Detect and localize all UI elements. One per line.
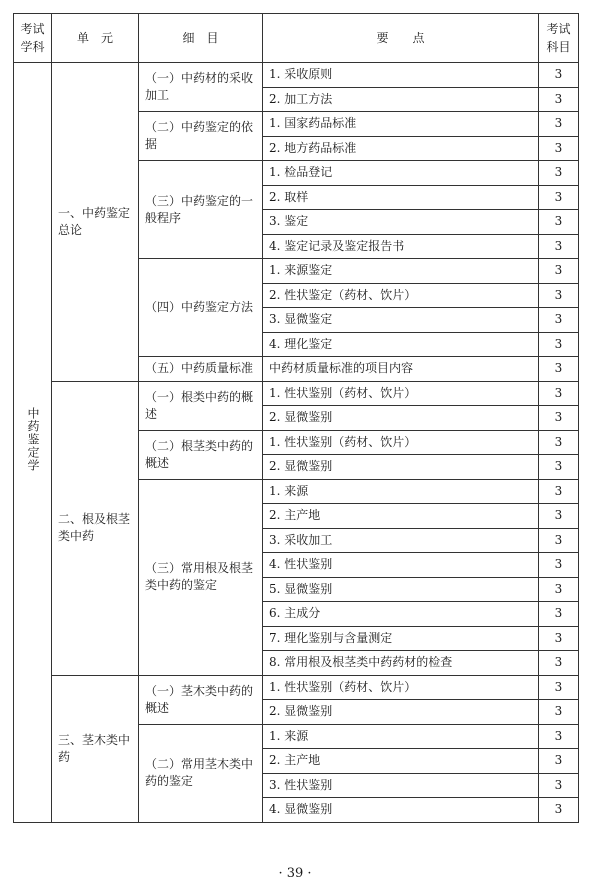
point-cell: 中药材质量标准的项目内容 bbox=[263, 357, 539, 382]
detail-cell: （二）常用茎木类中药的鉴定 bbox=[139, 724, 263, 822]
exam-cell: 3 bbox=[539, 504, 579, 529]
exam-cell: 3 bbox=[539, 308, 579, 333]
point-cell: 3. 显微鉴定 bbox=[263, 308, 539, 333]
subject-label: 中药鉴定学 bbox=[26, 407, 40, 473]
detail-cell: （三）中药鉴定的一般程序 bbox=[139, 161, 263, 259]
detail-cell: （一）茎木类中药的概述 bbox=[139, 675, 263, 724]
exam-cell: 3 bbox=[539, 283, 579, 308]
point-cell: 8. 常用根及根茎类中药药材的检查 bbox=[263, 651, 539, 676]
table-header-row bbox=[14, 14, 579, 63]
exam-cell: 3 bbox=[539, 332, 579, 357]
point-cell: 2. 主产地 bbox=[263, 504, 539, 529]
exam-cell: 3 bbox=[539, 651, 579, 676]
detail-cell: （三）常用根及根茎类中药的鉴定 bbox=[139, 479, 263, 675]
point-cell: 1. 性状鉴别（药材、饮片） bbox=[263, 675, 539, 700]
point-cell: 2. 取样 bbox=[263, 185, 539, 210]
exam-cell: 3 bbox=[539, 63, 579, 88]
point-cell: 5. 显微鉴别 bbox=[263, 577, 539, 602]
exam-cell: 3 bbox=[539, 724, 579, 749]
point-cell: 6. 主成分 bbox=[263, 602, 539, 627]
exam-cell: 3 bbox=[539, 136, 579, 161]
exam-cell: 3 bbox=[539, 626, 579, 651]
detail-cell: （一）中药材的采收加工 bbox=[139, 63, 263, 112]
point-cell: 2. 主产地 bbox=[263, 749, 539, 774]
detail-cell: （一）根类中药的概述 bbox=[139, 381, 263, 430]
detail-cell: （四）中药鉴定方法 bbox=[139, 259, 263, 357]
exam-cell: 3 bbox=[539, 161, 579, 186]
point-cell: 3. 鉴定 bbox=[263, 210, 539, 235]
point-cell: 2. 显微鉴别 bbox=[263, 700, 539, 725]
point-cell: 3. 性状鉴别 bbox=[263, 773, 539, 798]
exam-cell: 3 bbox=[539, 749, 579, 774]
point-cell: 4. 显微鉴别 bbox=[263, 798, 539, 823]
exam-cell: 3 bbox=[539, 112, 579, 137]
point-cell: 1. 采收原则 bbox=[263, 63, 539, 88]
exam-cell: 3 bbox=[539, 553, 579, 578]
header-detail: 细 目 bbox=[139, 14, 263, 63]
exam-cell: 3 bbox=[539, 798, 579, 823]
exam-cell: 3 bbox=[539, 700, 579, 725]
point-cell: 1. 国家药品标准 bbox=[263, 112, 539, 137]
point-cell: 2. 性状鉴定（药材、饮片） bbox=[263, 283, 539, 308]
point-cell: 1. 检品登记 bbox=[263, 161, 539, 186]
point-cell: 4. 理化鉴定 bbox=[263, 332, 539, 357]
detail-cell: （五）中药质量标准 bbox=[139, 357, 263, 382]
point-cell: 1. 来源 bbox=[263, 724, 539, 749]
exam-cell: 3 bbox=[539, 210, 579, 235]
exam-cell: 3 bbox=[539, 528, 579, 553]
exam-cell: 3 bbox=[539, 773, 579, 798]
table-row bbox=[14, 63, 579, 88]
point-cell: 4. 鉴定记录及鉴定报告书 bbox=[263, 234, 539, 259]
point-cell: 3. 采收加工 bbox=[263, 528, 539, 553]
syllabus-table bbox=[13, 13, 579, 823]
exam-cell: 3 bbox=[539, 455, 579, 480]
table-row bbox=[14, 381, 579, 406]
point-cell: 1. 来源 bbox=[263, 479, 539, 504]
detail-cell: （二）中药鉴定的依据 bbox=[139, 112, 263, 161]
point-cell: 2. 加工方法 bbox=[263, 87, 539, 112]
point-cell: 2. 显微鉴别 bbox=[263, 455, 539, 480]
unit-cell: 一、中药鉴定总论 bbox=[52, 63, 139, 382]
page-number: · 39 · bbox=[278, 866, 312, 881]
exam-cell: 3 bbox=[539, 234, 579, 259]
header-points: 要 点 bbox=[263, 14, 539, 63]
detail-cell: （二）根茎类中药的概述 bbox=[139, 430, 263, 479]
point-cell: 1. 性状鉴别（药材、饮片） bbox=[263, 381, 539, 406]
exam-cell: 3 bbox=[539, 357, 579, 382]
point-cell: 2. 显微鉴别 bbox=[263, 406, 539, 431]
exam-cell: 3 bbox=[539, 479, 579, 504]
exam-cell: 3 bbox=[539, 430, 579, 455]
exam-cell: 3 bbox=[539, 87, 579, 112]
exam-cell: 3 bbox=[539, 259, 579, 284]
header-subject: 考试 学科 bbox=[14, 14, 52, 63]
header-exam: 考试 科目 bbox=[539, 14, 579, 63]
subject-cell bbox=[14, 63, 52, 823]
unit-cell: 二、根及根茎类中药 bbox=[52, 381, 139, 675]
exam-cell: 3 bbox=[539, 577, 579, 602]
header-unit: 单 元 bbox=[52, 14, 139, 63]
exam-cell: 3 bbox=[539, 675, 579, 700]
exam-cell: 3 bbox=[539, 381, 579, 406]
point-cell: 7. 理化鉴别与含量测定 bbox=[263, 626, 539, 651]
exam-cell: 3 bbox=[539, 406, 579, 431]
table-row bbox=[14, 675, 579, 700]
point-cell: 4. 性状鉴别 bbox=[263, 553, 539, 578]
point-cell: 1. 性状鉴别（药材、饮片） bbox=[263, 430, 539, 455]
exam-cell: 3 bbox=[539, 602, 579, 627]
point-cell: 2. 地方药品标准 bbox=[263, 136, 539, 161]
unit-cell: 三、茎木类中药 bbox=[52, 675, 139, 822]
point-cell: 1. 来源鉴定 bbox=[263, 259, 539, 284]
exam-cell: 3 bbox=[539, 185, 579, 210]
